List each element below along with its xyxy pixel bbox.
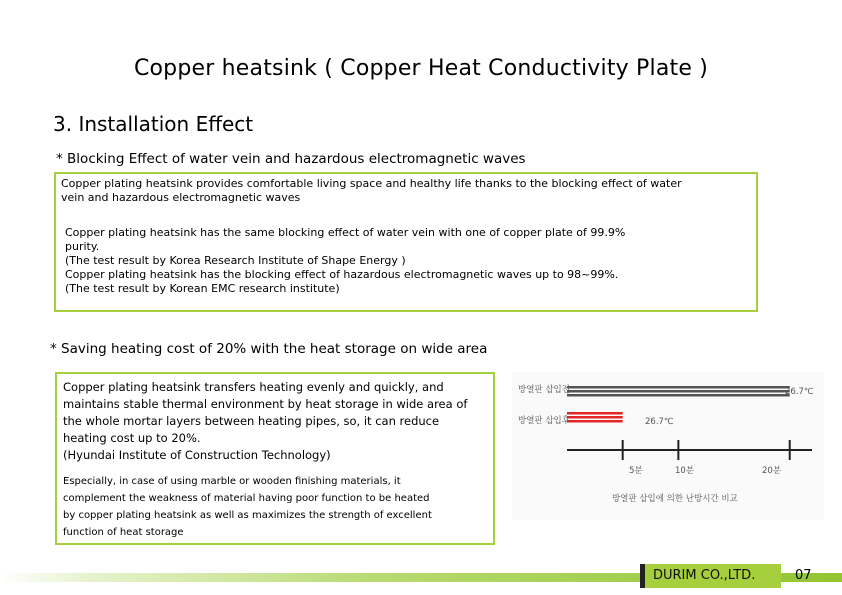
saving-heading: * Saving heating cost of 20% with the heat storage on wide area: [50, 341, 488, 357]
value-label: 26.7℃: [785, 387, 814, 397]
tick-label: 5분: [629, 466, 643, 476]
blocking-paragraph-2: Copper plating heatsink has the same blocking effect of water vein with one of copper plate of 99.9% purity. (The test result by Korea Research Institute of Shape Energy ) Copper plating heatsink has the blocking effect of hazardous electromagnetic waves up to 98~99%. (The test result by Korean EMC research institute): [65, 226, 626, 295]
value-label: 26.7℃: [645, 417, 674, 427]
bar-before: [567, 394, 790, 397]
chart-caption: 방열판 삽입에 의한 난방시간 비교: [612, 494, 738, 504]
category-label: 방열판 삽입전: [518, 385, 570, 395]
bar-before: [567, 390, 790, 393]
bar-after: [567, 412, 623, 415]
tick-label: 20분: [762, 466, 782, 476]
tick-label: 10분: [675, 466, 695, 476]
blocking-heading: * Blocking Effect of water vein and hazardous electromagnetic waves: [56, 151, 526, 167]
company-name: DURIM CO.,LTD.: [653, 568, 756, 583]
category-label: 방열판 삽입후: [518, 416, 570, 426]
bar-after: [567, 420, 623, 423]
blocking-paragraph-1: Copper plating heatsink provides comfortable living space and healthy life thanks to the blocking effect of water vein and hazardous electromagnetic waves: [61, 177, 682, 204]
blocking-box: [54, 172, 758, 312]
page-title: Copper heatsink ( Copper Heat Conductivity Plate ): [133, 56, 709, 81]
bar-before: [567, 386, 790, 389]
saving-box: [55, 372, 495, 545]
section-title: 3. Installation Effect: [53, 112, 254, 136]
heating-time-chart: [512, 372, 824, 520]
saving-paragraph-1: Copper plating heatsink transfers heating evenly and quickly, and maintains stable thermal environment by heat storage in wide area of the whole mortar layers between heating pipes, so, it can reduce heating cost up to 20%. (Hyundai Institute of Construction Technology): [63, 380, 468, 462]
bar-after: [567, 416, 623, 419]
page-number: 07: [795, 568, 812, 583]
saving-paragraph-2: Especially, in case of using marble or wooden finishing materials, it complement the weakness of material having poor function to be heated by copper plating heatsink as well as maximizes the strength of excellent function of heat storage: [63, 476, 432, 538]
